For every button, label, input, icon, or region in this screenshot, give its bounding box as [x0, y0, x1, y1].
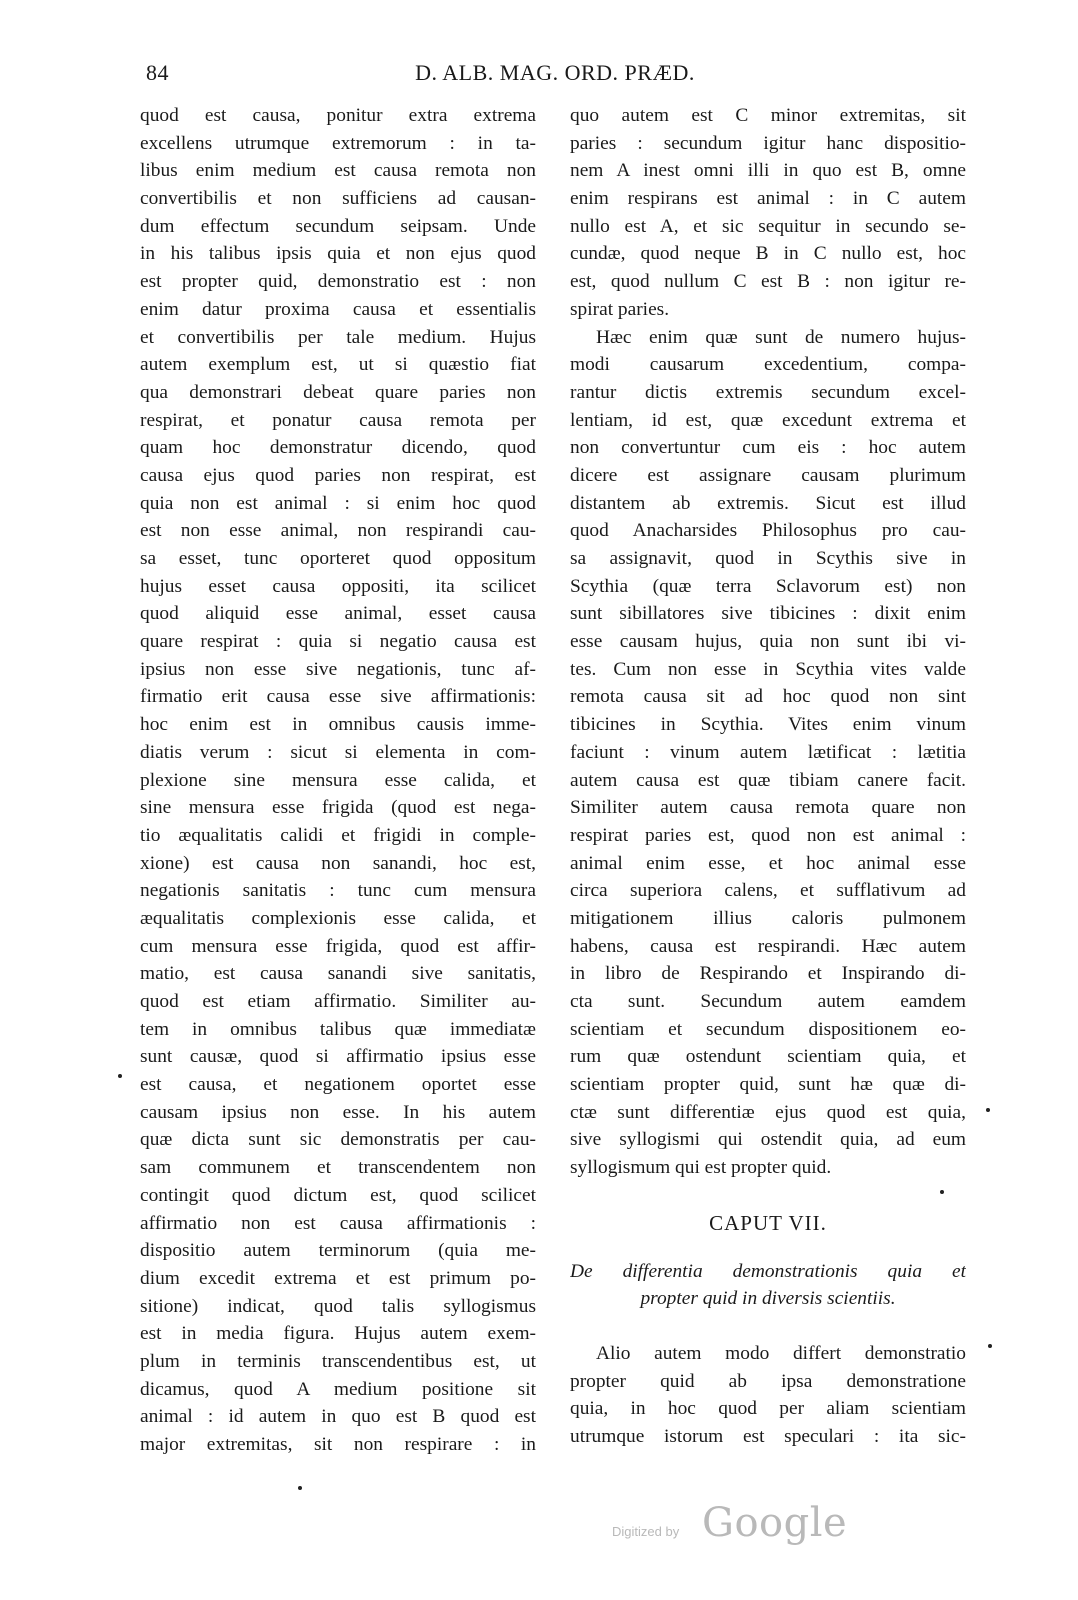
text-line: esse causam hujus, quia non sunt ibi vi- [570, 631, 966, 653]
text-line: sine mensura esse frigida (quod est nega- [140, 797, 536, 819]
text-line: affirmatio non est causa affirmationis : [140, 1212, 536, 1234]
text-line: negationis sanitatis : tunc cum mensura [140, 880, 536, 902]
text-line: syllogismum qui est propter quid. [570, 1157, 832, 1179]
text-line: est in media figura. Hujus autem exem- [140, 1323, 536, 1345]
text-line: rum quæ ostendunt scientiam quia, et [570, 1046, 966, 1068]
text-line: quia, in hoc quod per aliam scientiam [570, 1398, 966, 1420]
print-speck [988, 1344, 992, 1348]
text-line: Similiter autem causa remota quare non [570, 797, 966, 819]
text-line: hoc enim est in omnibus causis imme- [140, 714, 536, 736]
text-line: causam ipsius non esse. In his autem [140, 1101, 536, 1123]
text-line: autem causa est quæ tibiam canere facit. [570, 769, 966, 791]
text-line: est causa, et negationem oportet esse [140, 1074, 536, 1096]
text-line: cundæ, quod neque B in C nullo est, hoc [570, 243, 966, 265]
text-line: dum effectum secundum seipsam. Unde [140, 215, 536, 237]
text-line: nullo est A, et sic sequitur in secundo se- [570, 215, 966, 237]
text-line: utrumque istorum est speculari : ita sic- [570, 1425, 966, 1447]
text-line: xione) est causa non sanandi, hoc est, [140, 852, 536, 874]
text-line: Scythia (quæ terra Sclavorum est) non [570, 575, 966, 597]
text-line: plum in terminis transcendentibus est, ut [140, 1350, 536, 1372]
text-line: sunt causæ, quod si affirmatio ipsius esse [140, 1046, 536, 1068]
text-line: lentiam, id est, quæ excedunt extrema et [570, 409, 966, 431]
text-line: quod est etiam affirmatio. Similiter au- [140, 991, 536, 1012]
text-line: ipsius non esse sive negationis, tunc af- [140, 658, 536, 680]
text-line: paries : secundum igitur hanc dispositio- [570, 132, 966, 154]
text-line: quare respirat : quia si negatio causa est [140, 631, 536, 653]
text-line: in his talibus ipsis quia et non ejus quod [140, 243, 536, 265]
text-line: nem A inest omni illi in quo est B, omne [570, 160, 966, 182]
text-line: æqualitatis complexionis esse calida, et [140, 907, 536, 929]
text-line: tibicines in Scythia. Vites enim vinum [570, 714, 966, 736]
text-line: firmatio erit causa esse sive affirmationis: [140, 686, 536, 708]
text-line: sa esset, tunc oporteret quod oppositum [140, 548, 536, 569]
text-line: hujus esset causa oppositi, ita scilicet [140, 575, 536, 597]
text-line: contingit quod dictum est, quod scilicet [140, 1184, 536, 1206]
text-line: quod aliquid esse animal, esset causa [140, 603, 536, 625]
chapter-subtitle-line-2: propter quid in diversis scientiis. [640, 1288, 896, 1310]
text-line: dispositio autem terminorum (quia me- [140, 1240, 536, 1262]
google-logo: Google [702, 1500, 848, 1546]
text-line: animal : id autem in quo est B quod est [140, 1406, 536, 1428]
text-line: respirat paries est, quod non est animal : [570, 824, 966, 846]
text-line: faciunt : vinum autem lætificat : lætitia [570, 741, 966, 763]
text-line: est, quod nullum C est B : non igitur re- [570, 271, 966, 293]
text-line: est propter quid, demonstratio est : non [140, 271, 536, 293]
text-line: qua demonstrari debeat quare paries non [140, 381, 536, 403]
text-line: spirat paries. [570, 298, 670, 320]
text-line: quod Anacharsides Philosophus pro cau- [570, 520, 966, 542]
text-line: quia non est animal : si enim hoc quod [140, 492, 536, 514]
text-line: circa superiora calens, et sufflativum ad [570, 880, 966, 902]
text-line: non convertuntur cum eis : hoc autem [570, 437, 966, 459]
text-line: quæ dicta sunt sic demonstratis per cau- [140, 1129, 536, 1151]
paragraph-continuation [570, 102, 966, 324]
text-line: matio, est causa sanandi sive sanitatis, [140, 963, 536, 985]
text-line: sa assignavit, quod in Scythis sive in [570, 548, 966, 569]
text-line: et convertibilis per tale medium. Hujus [140, 326, 536, 348]
text-line: excellens utrumque extremorum : in ta- [140, 132, 536, 154]
text-line: cum mensura esse frigida, quod est affir- [140, 935, 536, 957]
chapter-heading: CAPUT VII. [709, 1210, 827, 1235]
print-speck [986, 1108, 990, 1112]
print-speck [118, 1074, 122, 1078]
text-line: libus enim medium est causa remota non [140, 160, 536, 182]
text-line: enim datur proxima causa et essentialis [140, 298, 536, 320]
text-line: sunt sibillatores sive tibicines : dixit enim [570, 603, 966, 625]
text-line: cta sunt. Secundum autem eamdem [570, 991, 966, 1012]
text-line: major extremitas, sit non respirare : in [140, 1434, 536, 1455]
text-line: scientiam et secundum dispositionem eo- [570, 1018, 966, 1040]
text-line: convertibilis et non sufficiens ad causan- [140, 188, 536, 210]
text-line: distantem ab extremis. Sicut est illud [570, 492, 966, 514]
text-line: tem in omnibus talibus quæ immediatæ [140, 1018, 536, 1040]
text-line: tes. Cum non esse in Scythia vites valde [570, 658, 966, 680]
text-line: diatis verum : sicut si elementa in com- [140, 741, 536, 763]
digitized-by-google-watermark [612, 1500, 848, 1550]
print-speck [940, 1190, 944, 1194]
print-speck [298, 1486, 302, 1490]
text-line: Hæc enim quæ sunt de numero hujus- [596, 326, 966, 348]
text-line: propter quid ab ipsa demonstratione [570, 1370, 966, 1392]
text-line: tio æqualitatis calidi et frigidi in comple- [140, 824, 536, 846]
chapter-subtitle-line-1: De differentia demonstrationis quia et [570, 1260, 966, 1282]
text-line: ctæ sunt differentiæ ejus quod est quia, [570, 1101, 966, 1123]
text-line: plexione sine mensura esse calida, et [140, 769, 536, 791]
paragraph-causes [570, 324, 966, 1182]
text-line: Alio autem modo differt demonstratio [596, 1342, 966, 1364]
text-line: quod est causa, ponitur extra extrema [140, 105, 536, 126]
text-line: quam hoc demonstratur dicendo, quod [140, 437, 536, 459]
right-column [570, 102, 966, 1451]
text-line: autem exemplum est, ut si quæstio fiat [140, 354, 536, 376]
text-line: dium excedit extrema et est primum po- [140, 1267, 536, 1289]
text-line: dicere est assignare causam plurimum [570, 464, 966, 486]
text-line: animal enim esse, et hoc animal esse [570, 852, 966, 874]
text-line: rantur dictis extremis secundum excel- [570, 381, 966, 403]
text-line: sitione) indicat, quod talis syllogismus [140, 1295, 536, 1317]
text-line: dicamus, quod A medium positione sit [140, 1378, 536, 1400]
running-title: D. ALB. MAG. ORD. PRÆD. [415, 60, 695, 85]
page-header [140, 60, 970, 92]
text-line: sam communem et transcendentem non [140, 1157, 536, 1179]
text-line: modi causarum excedentium, compa- [570, 354, 966, 376]
text-line: quo autem est C minor extremitas, sit [570, 105, 966, 126]
text-line: remota causa sit ad hoc quod non sint [570, 686, 966, 708]
text-line: enim respirans est animal : in C autem [570, 188, 966, 210]
text-line: causa ejus quod paries non respirat, est [140, 464, 536, 486]
text-line: in libro de Respirando et Inspirando di- [570, 963, 966, 985]
text-line: mitigationem illius caloris pulmonem [570, 907, 966, 929]
text-line: habens, causa est respirandi. Hæc autem [570, 935, 966, 957]
left-column [140, 102, 536, 1459]
page-number: 84 [146, 60, 169, 85]
text-line: respirat, et ponatur causa remota per [140, 409, 536, 431]
text-line: scientiam propter quid, sunt hæ quæ di- [570, 1074, 966, 1096]
text-line: est non esse animal, non respirandi cau- [140, 520, 536, 542]
text-line: sive syllogismi qui ostendit quia, ad eum [570, 1129, 966, 1151]
paragraph-chapter-start [570, 1340, 966, 1451]
digitized-by-text: Digitized by [612, 1524, 680, 1539]
